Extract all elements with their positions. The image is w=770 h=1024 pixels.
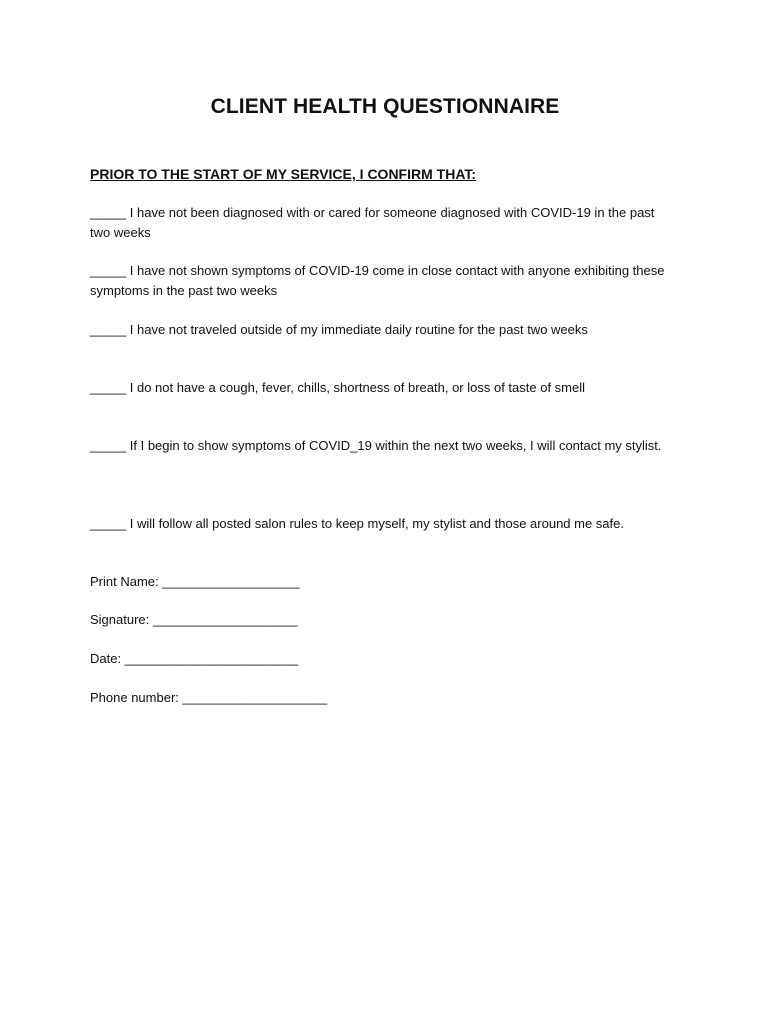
phone-number-field: Phone number: ____________________ [90, 690, 328, 705]
confirmation-item-salon-rules: _____ I will follow all posted salon rules to keep myself, my stylist and those around me safe. [90, 516, 624, 531]
confirmation-item-contact-stylist: _____ If I begin to show symptoms of COVID_19 within the next two weeks, I will contact my stylist. [90, 438, 662, 453]
print-name-field: Print Name: ___________________ [90, 574, 300, 589]
page-title: CLIENT HEALTH QUESTIONNAIRE [210, 95, 560, 118]
date-field: Date: ________________________ [90, 651, 299, 666]
confirmation-item-travel: _____ I have not traveled outside of my immediate daily routine for the past two weeks [90, 322, 588, 337]
confirmation-item-diagnosis: _____ I have not been diagnosed with or cared for someone diagnosed with COVID-19 in the past two weeks [90, 205, 655, 240]
signature-field: Signature: ____________________ [90, 612, 298, 627]
section-heading: PRIOR TO THE START OF MY SERVICE, I CONFIRM THAT: [90, 166, 477, 182]
confirmation-item-no-symptoms: _____ I do not have a cough, fever, chills, shortness of breath, or loss of taste of smell [90, 380, 586, 395]
confirmation-item-symptoms-contact: _____ I have not shown symptoms of COVID-19 come in close contact with anyone exhibiting these symptoms in the past two weeks [90, 263, 665, 298]
